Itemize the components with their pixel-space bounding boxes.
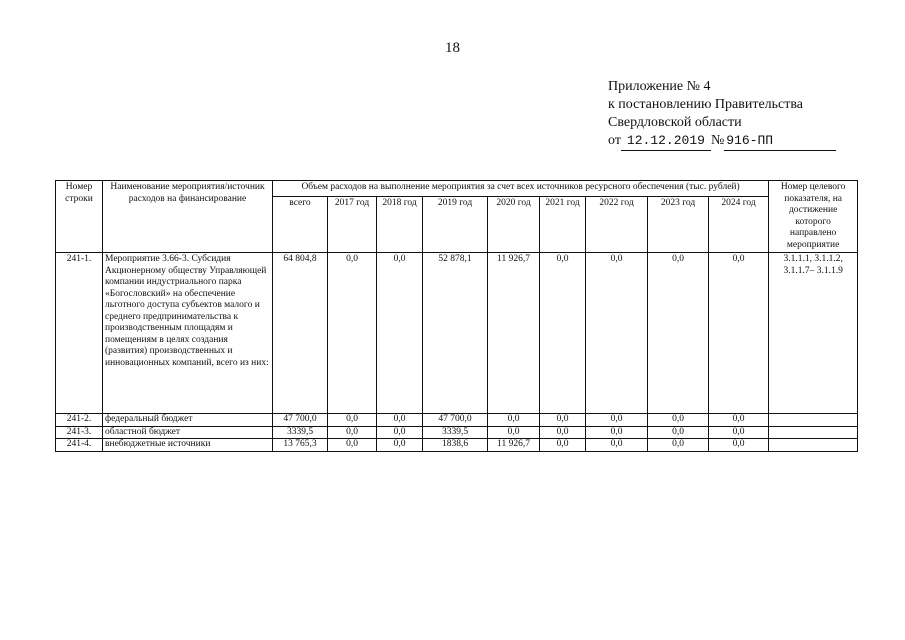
cell-value: 52 878,1 (423, 253, 488, 414)
row-number: 241-1. (56, 253, 103, 414)
cell-value: 0,0 (648, 253, 709, 414)
number-prefix: № (710, 133, 725, 148)
expenses-table (55, 180, 858, 452)
cell-value: 0,0 (377, 426, 423, 439)
header-year-col: 2017 год (328, 197, 377, 253)
cell-value: 0,0 (377, 439, 423, 452)
cell-value: 0,0 (648, 439, 709, 452)
table-row (56, 414, 858, 427)
cell-value: 1838,6 (423, 439, 488, 452)
appendix-region: Свердловской области (608, 115, 742, 130)
row-number: 241-3. (56, 426, 103, 439)
page-number: 18 (445, 40, 460, 56)
cell-value: 0,0 (586, 253, 648, 414)
row-name: областной бюджет (103, 426, 273, 439)
cell-value: 0,0 (328, 414, 377, 427)
header-row-1 (56, 181, 858, 197)
appendix-title: Приложение № 4 (608, 79, 711, 94)
cell-value: 13 765,3 (273, 439, 328, 452)
row-indicator: 3.1.1.1, 3.1.1.2, 3.1.1.7– 3.1.1.9 (769, 253, 858, 414)
cell-value: 0,0 (709, 414, 769, 427)
row-indicator (769, 426, 858, 439)
header-indicator: Номер целевого показателя, на достижение которого направлено мероприятие (769, 181, 858, 253)
cell-value: 3339,5 (423, 426, 488, 439)
row-number: 241-2. (56, 414, 103, 427)
cell-value: 11 926,7 (488, 253, 540, 414)
cell-value: 0,0 (328, 439, 377, 452)
cell-value: 0,0 (586, 426, 648, 439)
cell-value: 0,0 (328, 253, 377, 414)
table-row (56, 439, 858, 452)
header-year-col: 2018 год (377, 197, 423, 253)
row-indicator (769, 414, 858, 427)
header-volume-group: Объем расходов на выполнение мероприятия за счет всех источников ресурсного обеспечения (тыс. рублей) (273, 181, 769, 197)
cell-value: 0,0 (540, 426, 586, 439)
row-indicator (769, 439, 858, 452)
header-name: Наименование мероприятия/источник расходов на финансирование (103, 181, 273, 253)
cell-value: 0,0 (709, 426, 769, 439)
row-name: Мероприятие 3.66-3. Субсидия Акционерному обществу Управляющей компании индустриального парка «Богословский» на обеспечение льготного доступа субъектов малого и среднего предпринимательства к производственным площадям и помещениям в целях создания (развития) производственных и инновационных компаний, всего из них: (103, 253, 273, 414)
cell-value: 0,0 (488, 414, 540, 427)
cell-value: 0,0 (488, 426, 540, 439)
header-year-col: 2021 год (540, 197, 586, 253)
header-year-col: 2022 год (586, 197, 648, 253)
cell-value: 0,0 (377, 253, 423, 414)
decree-number: 916-ПП (724, 132, 836, 151)
header-row-no: Номер строки (56, 181, 103, 253)
appendix-block (608, 78, 878, 151)
cell-value: 47 700,0 (423, 414, 488, 427)
from-prefix: от (608, 133, 621, 148)
cell-value: 0,0 (540, 414, 586, 427)
header-year-col: 2023 год (648, 197, 709, 253)
cell-value: 0,0 (540, 439, 586, 452)
cell-value: 0,0 (377, 414, 423, 427)
appendix-decree: к постановлению Правительства (608, 97, 804, 112)
cell-value: 47 700,0 (273, 414, 328, 427)
cell-value: 11 926,7 (488, 439, 540, 452)
table-row (56, 253, 858, 414)
row-number: 241-4. (56, 439, 103, 452)
table-row (56, 426, 858, 439)
cell-value: 0,0 (648, 426, 709, 439)
cell-value: 0,0 (709, 439, 769, 452)
cell-value: 64 804,8 (273, 253, 328, 414)
header-year-col: 2019 год (423, 197, 488, 253)
cell-value: 0,0 (328, 426, 377, 439)
cell-value: 0,0 (586, 414, 648, 427)
decree-date: 12.12.2019 (621, 132, 711, 151)
cell-value: 0,0 (540, 253, 586, 414)
header-year-col: 2024 год (709, 197, 769, 253)
cell-value: 0,0 (648, 414, 709, 427)
row-name: внебюджетные источники (103, 439, 273, 452)
row-name: федеральный бюджет (103, 414, 273, 427)
header-year-col: 2020 год (488, 197, 540, 253)
cell-value: 0,0 (586, 439, 648, 452)
appendix-date-line (608, 132, 878, 151)
cell-value: 0,0 (709, 253, 769, 414)
header-year-col: всего (273, 197, 328, 253)
cell-value: 3339,5 (273, 426, 328, 439)
